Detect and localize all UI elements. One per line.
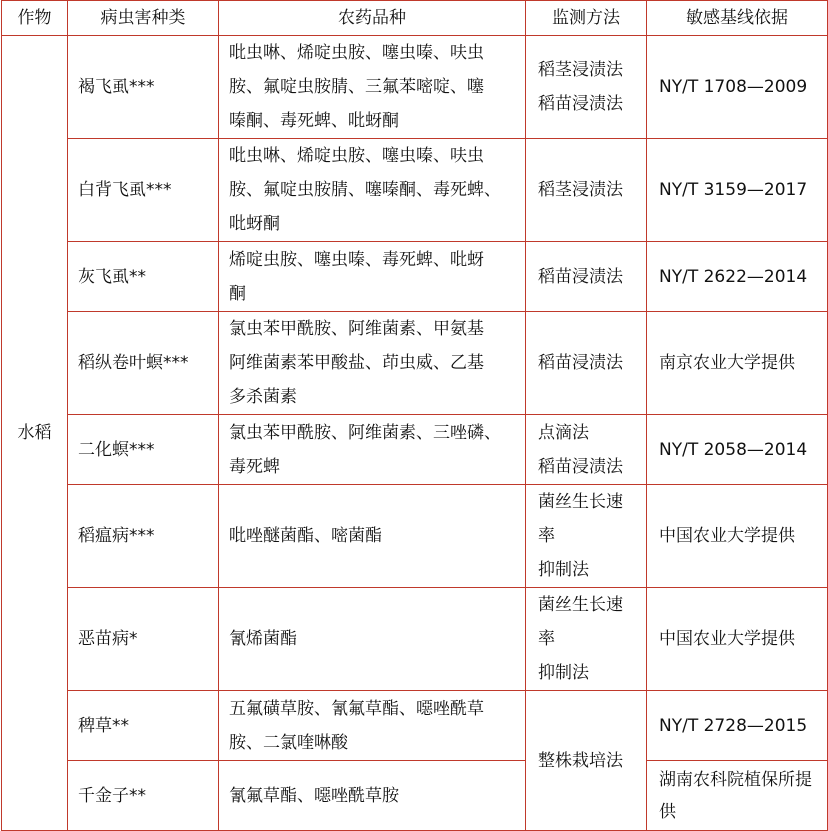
pest-cell: 灰飞虱** bbox=[68, 242, 219, 312]
pesticide-line: 阿维菌素苯甲酸盐、茚虫威、乙基 bbox=[229, 353, 484, 373]
table-row bbox=[2, 415, 828, 485]
pest-cell: 恶苗病* bbox=[68, 588, 219, 691]
pesticide-cell bbox=[219, 139, 526, 242]
pesticide-line: 氯虫苯甲酰胺、阿维菌素、甲氨基 bbox=[229, 319, 484, 339]
baseline-cell: NY/T 1708—2009 bbox=[647, 36, 828, 139]
header-pest-type: 病虫害种类 bbox=[68, 1, 219, 36]
method-cell bbox=[526, 415, 647, 485]
method-cell bbox=[526, 139, 647, 242]
table-row bbox=[2, 761, 828, 831]
method-line: 稻苗浸渍法 bbox=[538, 94, 623, 114]
pest-cell: 稻瘟病*** bbox=[68, 485, 219, 588]
pesticide-line: 毒死蜱 bbox=[229, 456, 280, 477]
pesticide-cell bbox=[219, 312, 526, 415]
pest-cell: 稗草** bbox=[68, 691, 219, 761]
pesticide-line: 吡蚜酮 bbox=[229, 214, 280, 234]
baseline-line: 湖南农科院植保所提供 bbox=[659, 769, 812, 822]
pesticide-line: 嗪酮、毒死蜱、吡蚜酮 bbox=[229, 111, 399, 131]
method-line: 点滴法 bbox=[538, 422, 589, 443]
pesticide-line: 多杀菌素 bbox=[229, 387, 297, 407]
baseline-cell: 南京农业大学提供 bbox=[647, 312, 828, 415]
header-row bbox=[2, 1, 828, 36]
pesticide-line: 吡虫啉、烯啶虫胺、噻虫嗪、呋虫 bbox=[229, 43, 484, 63]
table-row bbox=[2, 485, 828, 588]
baseline-cell: NY/T 2058—2014 bbox=[647, 415, 828, 485]
method-line: 菌丝生长速 bbox=[538, 595, 623, 615]
table-row bbox=[2, 691, 828, 761]
pesticide-line: 胺、氟啶虫胺腈、三氟苯嘧啶、噻 bbox=[229, 77, 484, 97]
pesticide-cell bbox=[219, 415, 526, 485]
method-cell bbox=[526, 36, 647, 139]
pesticide-line: 吡唑醚菌酯、嘧菌酯 bbox=[229, 526, 382, 546]
method-cell bbox=[526, 242, 647, 312]
header-pesticide: 农药品种 bbox=[219, 1, 526, 36]
method-line: 菌丝生长速 bbox=[538, 492, 623, 512]
table-row bbox=[2, 242, 828, 312]
method-cell: 整株栽培法 bbox=[526, 691, 647, 831]
header-baseline: 敏感基线依据 bbox=[647, 1, 828, 36]
table-row bbox=[2, 312, 828, 415]
method-line: 稻茎浸渍法 bbox=[538, 60, 623, 80]
pesticide-line: 氯虫苯甲酰胺、阿维菌素、三唑磷、 bbox=[229, 422, 501, 443]
pest-cell: 褐飞虱*** bbox=[68, 36, 219, 139]
pest-cell: 白背飞虱*** bbox=[68, 139, 219, 242]
pesticide-cell bbox=[219, 691, 526, 761]
pesticide-line: 五氟磺草胺、氰氟草酯、噁唑酰草 bbox=[229, 698, 484, 719]
pesticide-cell bbox=[219, 36, 526, 139]
method-line: 稻苗浸渍法 bbox=[538, 266, 623, 287]
header-crop: 作物 bbox=[2, 1, 68, 36]
pesticide-line: 胺、二氯喹啉酸 bbox=[229, 732, 348, 753]
crop-cell: 水稻 bbox=[2, 36, 68, 831]
method-cell bbox=[526, 312, 647, 415]
method-line: 稻茎浸渍法 bbox=[538, 180, 623, 200]
method-line: 抑制法 bbox=[538, 663, 589, 683]
pesticide-line: 烯啶虫胺、噻虫嗪、毒死蜱、吡蚜 bbox=[229, 249, 484, 270]
pesticide-line: 氰烯菌酯 bbox=[229, 629, 297, 649]
pesticide-line: 胺、氟啶虫胺腈、噻嗪酮、毒死蜱、 bbox=[229, 180, 501, 200]
pest-cell: 二化螟*** bbox=[68, 415, 219, 485]
method-cell bbox=[526, 485, 647, 588]
pest-cell: 千金子** bbox=[68, 761, 219, 831]
table-row bbox=[2, 36, 828, 139]
method-line: 稻苗浸渍法 bbox=[538, 353, 623, 373]
method-line: 抑制法 bbox=[538, 560, 589, 580]
pesticide-sensitivity-table bbox=[1, 0, 828, 831]
baseline-cell: NY/T 3159—2017 bbox=[647, 139, 828, 242]
header-method: 监测方法 bbox=[526, 1, 647, 36]
pesticide-cell bbox=[219, 761, 526, 831]
pesticide-cell bbox=[219, 588, 526, 691]
pesticide-line: 吡虫啉、烯啶虫胺、噻虫嗪、呋虫 bbox=[229, 146, 484, 166]
table-row bbox=[2, 139, 828, 242]
baseline-cell: NY/T 2622—2014 bbox=[647, 242, 828, 312]
pest-cell: 稻纵卷叶螟*** bbox=[68, 312, 219, 415]
pesticide-cell bbox=[219, 485, 526, 588]
method-line: 率 bbox=[538, 629, 555, 649]
baseline-cell bbox=[647, 761, 828, 831]
method-line: 率 bbox=[538, 526, 555, 546]
pesticide-line: 酮 bbox=[229, 283, 246, 304]
method-line: 稻苗浸渍法 bbox=[538, 456, 623, 477]
baseline-cell: 中国农业大学提供 bbox=[647, 485, 828, 588]
pesticide-cell bbox=[219, 242, 526, 312]
baseline-cell: 中国农业大学提供 bbox=[647, 588, 828, 691]
pesticide-line: 氰氟草酯、噁唑酰草胺 bbox=[229, 785, 399, 806]
baseline-cell: NY/T 2728—2015 bbox=[647, 691, 828, 761]
method-cell bbox=[526, 588, 647, 691]
table-row bbox=[2, 588, 828, 691]
